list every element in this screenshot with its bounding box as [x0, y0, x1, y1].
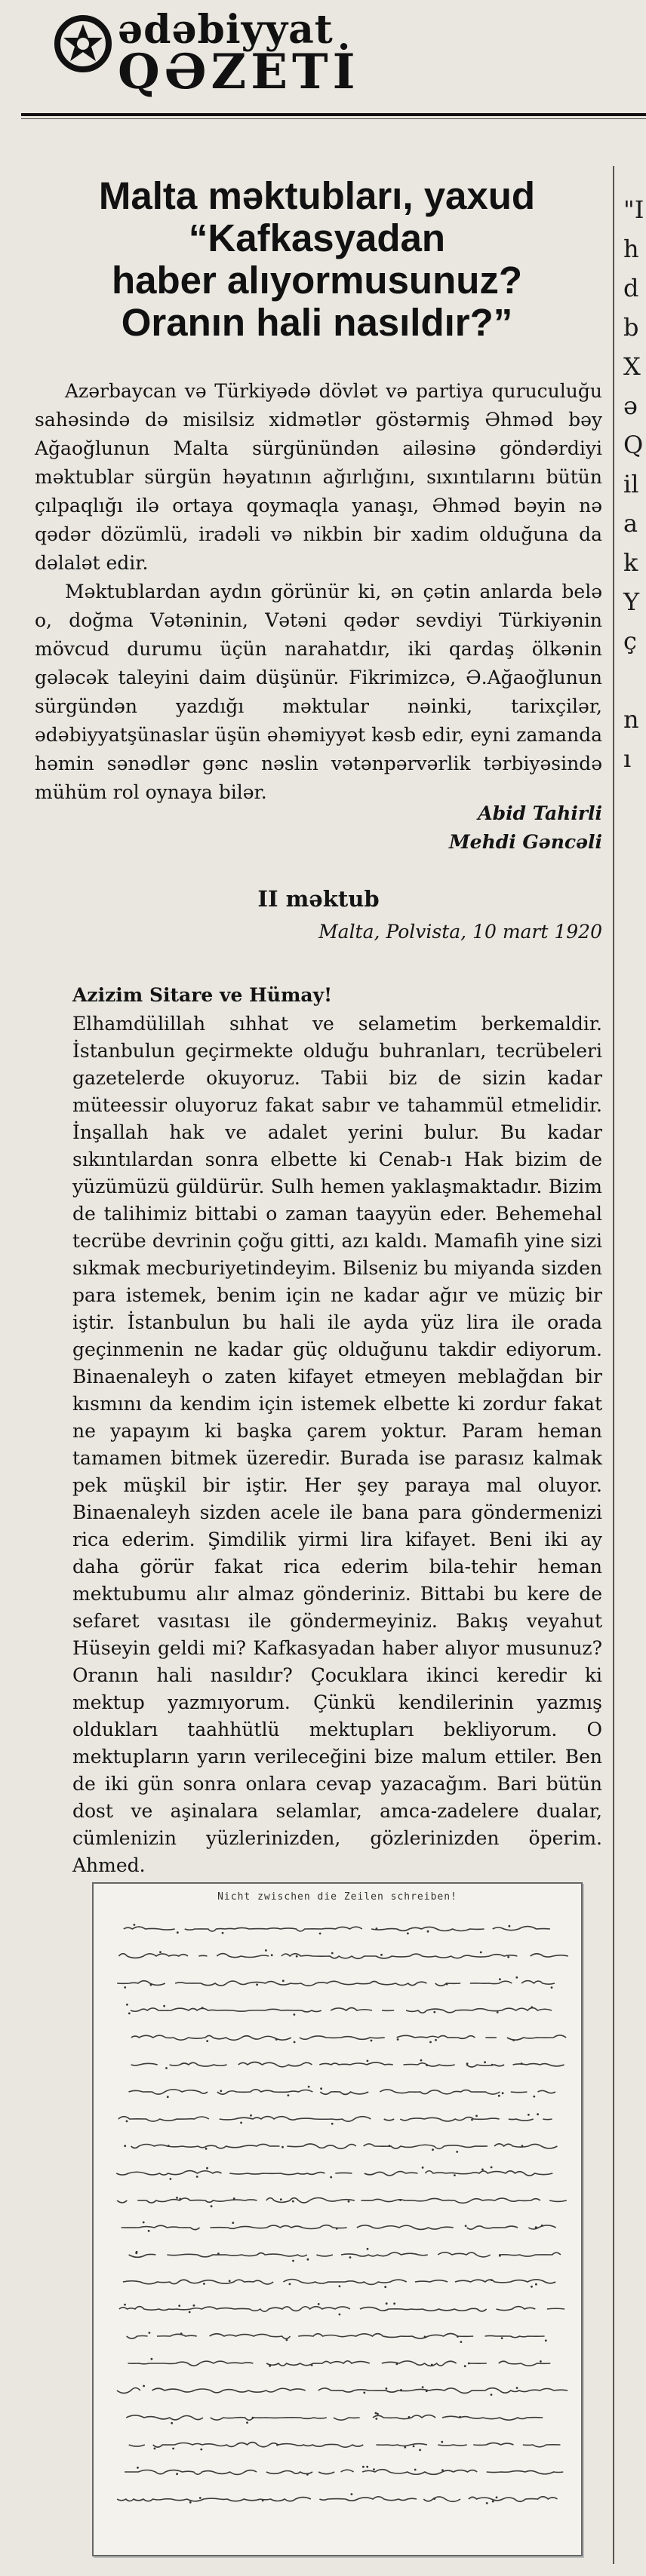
- handwriting-dot: [404, 2446, 406, 2449]
- handwriting-dot: [465, 2225, 467, 2227]
- handwriting-dot: [431, 2364, 433, 2366]
- handwriting-dot: [540, 2360, 542, 2363]
- handwriting-dot: [151, 2358, 153, 2360]
- handwriting-line: [119, 2307, 564, 2312]
- handwriting-dot: [454, 2174, 456, 2176]
- side-column-letter: ç: [623, 627, 637, 655]
- handwriting-dot: [484, 2061, 486, 2063]
- handwriting-dot: [441, 2441, 443, 2443]
- headline-line: Oranın hali nasıldır?”: [121, 301, 513, 344]
- handwriting-dot: [399, 2199, 401, 2201]
- handwriting-dot: [165, 2067, 168, 2069]
- handwriting-dot: [377, 2413, 379, 2415]
- handwriting-dot: [492, 2501, 494, 2503]
- handwriting-dot: [541, 2225, 543, 2227]
- handwriting-dot: [143, 2385, 145, 2387]
- handwriting-dot: [507, 1956, 509, 1958]
- handwriting-dot: [531, 2006, 533, 2008]
- side-column-letter: d: [623, 274, 639, 302]
- handwriting-dot: [211, 2205, 213, 2207]
- handwriting-dot: [349, 2256, 352, 2259]
- handwriting-line: [124, 1927, 564, 1932]
- side-column-letter: X: [623, 352, 641, 381]
- handwriting-dot: [426, 2064, 428, 2066]
- handwriting-dot: [427, 1930, 429, 1933]
- intro-paragraph: Azərbaycan və Türkiyədə dövlət və partiya quruculuğu sahəsində də misilsiz xidmətlər göstərmiş Əhməd bəy Ağaoğlunun Malta sürgünündən ailəsinə göndərdiyi məktublar sürgün həyatının ağırlığını, sıxıntılarını bütün çılpaqlığı ilə ortaya qoymaqla yanaşı, Əhməd bəyin nə qədər dözümlü, iradəli və nikbin bir xadim olduğuna da dəlalət edir.: [35, 380, 602, 574]
- handwriting-line: [118, 2117, 558, 2122]
- handwriting-dot: [491, 2394, 493, 2396]
- handwriting-dot: [389, 2145, 391, 2147]
- handwriting-dot: [468, 2363, 470, 2365]
- handwriting-dot: [339, 2314, 341, 2316]
- handwriting-line: [116, 2171, 552, 2176]
- handwriting-dot: [366, 2466, 368, 2468]
- masthead: [53, 6, 370, 104]
- handwriting-dot: [521, 2062, 523, 2065]
- handwriting-dot: [400, 2389, 402, 2391]
- handwriting-dot: [206, 2167, 208, 2170]
- handwriting-dot: [271, 1954, 273, 1956]
- handwriting-dot: [206, 2040, 208, 2042]
- handwriting-dot: [512, 2039, 515, 2041]
- handwriting-dot: [457, 2335, 459, 2338]
- handwriting-dot: [498, 2095, 500, 2097]
- handwriting-dot: [466, 2062, 469, 2065]
- handwriting-dot: [491, 2279, 493, 2281]
- article-headline: [30, 175, 604, 344]
- handwriting-dot: [367, 2248, 369, 2250]
- handwriting-dot: [170, 2178, 172, 2180]
- handwriting-dot: [200, 2449, 202, 2451]
- handwriting-dot: [433, 2498, 435, 2500]
- handwriting-line: [128, 2361, 558, 2366]
- handwriting-line: [127, 2334, 545, 2339]
- handwriting-dot: [441, 2469, 444, 2471]
- handwriting-dot: [475, 2115, 478, 2118]
- handwriting-dot: [252, 2417, 254, 2419]
- handwriting-dot: [331, 2123, 334, 2125]
- handwriting-dot: [386, 2387, 388, 2390]
- handwriting-dot: [373, 2468, 375, 2470]
- handwriting-line: [131, 2144, 558, 2149]
- side-column-letter: k: [623, 548, 638, 577]
- handwriting-dot: [393, 2302, 395, 2305]
- handwriting-dot: [180, 2332, 183, 2335]
- handwriting-dot: [137, 2467, 139, 2469]
- handwriting-dot: [171, 2422, 173, 2424]
- handwriting-dot: [537, 2113, 539, 2115]
- side-column-letter: [623, 661, 646, 700]
- handwriting-dot: [178, 2305, 180, 2307]
- handwriting-dot: [435, 2039, 437, 2041]
- handwriting-dot: [124, 1986, 126, 1989]
- handwriting-dot: [491, 2064, 494, 2066]
- handwriting-dot: [307, 2259, 309, 2261]
- handwriting-dot: [380, 1954, 383, 1956]
- handwriting-dot: [177, 1931, 179, 1934]
- handwriting-dot: [384, 2286, 386, 2288]
- handwriting-dot: [288, 2094, 290, 2096]
- handwriting-dot: [330, 2176, 332, 2179]
- handwriting-dot: [459, 2416, 461, 2418]
- side-column-letter: b: [623, 313, 639, 342]
- masthead-line-2: QƏZETİ: [118, 44, 360, 100]
- manuscript-photo: [92, 1882, 583, 2556]
- handwriting-dot: [386, 2302, 388, 2305]
- manuscript-header: Nicht zwischen die Zeilen schreiben!: [217, 1891, 457, 1903]
- handwriting-dot: [250, 2114, 252, 2117]
- adjacent-column-fragment: [623, 190, 646, 778]
- handwriting-line: [117, 1981, 555, 1986]
- handwriting-dot: [531, 2286, 533, 2288]
- handwriting-dot: [397, 2038, 399, 2041]
- handwriting-dot: [528, 2114, 530, 2116]
- handwriting-dot: [407, 1933, 409, 1935]
- handwriting-dot: [496, 2496, 498, 2498]
- handwriting-dot: [375, 2412, 377, 2415]
- handwriting-dot: [220, 2090, 222, 2092]
- handwriting-dot: [362, 2466, 365, 2468]
- handwriting-line: [125, 2470, 563, 2475]
- handwriting-dot: [167, 2096, 169, 2098]
- handwriting-dot: [551, 1986, 553, 1989]
- handwriting-dot: [460, 2341, 463, 2343]
- handwriting-dot: [535, 2283, 537, 2286]
- headline-line: Malta məktubları, yaxud: [98, 174, 536, 217]
- handwriting-dot: [222, 1932, 224, 1934]
- handwriting-dot: [486, 2502, 488, 2504]
- handwriting-dot: [481, 2169, 484, 2171]
- handwriting-dot: [281, 2146, 284, 2148]
- handwriting-dot: [339, 2285, 341, 2287]
- handwriting-line: [129, 2443, 574, 2448]
- author-name: Abid Tahirli: [478, 802, 602, 824]
- handwriting-dot: [286, 2339, 288, 2341]
- side-column-letter: ı: [623, 744, 632, 773]
- star-crescent-logo-icon: [53, 14, 113, 74]
- handwriting-dot: [429, 2041, 432, 2044]
- handwriting-dot: [124, 2145, 126, 2147]
- handwriting-dot: [189, 2501, 192, 2504]
- article-intro: [35, 377, 602, 807]
- handwriting-dot: [154, 2448, 156, 2450]
- handwriting-dot: [163, 2005, 165, 2007]
- side-column-letter: Q: [623, 431, 644, 459]
- handwriting-dot: [159, 1951, 162, 1953]
- handwriting-dot: [201, 2007, 204, 2009]
- handwriting-dot: [480, 1952, 482, 1954]
- headline-line: “Kafkasyadan: [188, 216, 446, 259]
- handwriting-dot: [246, 2421, 248, 2424]
- handwriting-dot: [331, 1952, 334, 1955]
- handwriting-scribbles: [94, 1884, 581, 2555]
- handwriting-dot: [422, 2167, 424, 2169]
- handwriting-dot: [367, 2060, 369, 2062]
- masthead-line-1: ədəbiyyat: [118, 7, 334, 53]
- handwriting-dot: [516, 2387, 518, 2389]
- handwriting-dot: [289, 2283, 291, 2286]
- handwriting-dot: [205, 2148, 208, 2150]
- handwriting-dot: [240, 2122, 242, 2124]
- handwriting-dot: [217, 2252, 220, 2255]
- handwriting-dot: [432, 2148, 434, 2151]
- masthead-rule-thin: [21, 118, 646, 119]
- handwriting-dot: [265, 1949, 267, 1952]
- handwriting-dot: [420, 2059, 423, 2062]
- handwriting-dot: [280, 2198, 282, 2200]
- handwriting-dot: [199, 2497, 201, 2499]
- handwriting-dot: [318, 2303, 320, 2305]
- handwriting-line: [117, 2198, 567, 2203]
- handwriting-dot: [124, 2304, 126, 2306]
- handwriting-dot: [269, 2365, 271, 2367]
- handwriting-dot: [294, 2013, 296, 2016]
- handwriting-dot: [203, 2283, 205, 2285]
- handwriting-dot: [148, 2230, 150, 2232]
- handwriting-dot: [311, 2364, 313, 2366]
- handwriting-dot: [413, 2446, 415, 2448]
- handwriting-dot: [499, 1978, 501, 1980]
- letter-title: II məktub: [257, 886, 380, 912]
- intro-paragraph: Məktublardan aydın görünür ki, ən çətin anlarda belə o, doğma Vətəninin, Vətəni qədər sevdiyi Türkiyənin mövcud durumu üçün narahatdır, iki qardaş ölkənin gələcək taleyini daim düşünür. Fikrimizcə, Ə.Ağaoğlunun sürgündən yazdığı məktular nəinki, tarixçilər, ədəbiyyatşünaslar üşün əhəmiyyət kəsb edir, eyni zamanda həmin sənədlər gənc nəslin vətənpərvərlik tərbiyəsində mühüm rol oynaya bilər.: [35, 581, 602, 803]
- handwriting-dot: [275, 2038, 278, 2041]
- handwriting-dot: [168, 2145, 170, 2147]
- handwriting-dot: [233, 2197, 235, 2200]
- handwriting-dot: [499, 2255, 501, 2257]
- handwriting-dot: [292, 2200, 294, 2203]
- handwriting-dot: [408, 2416, 411, 2418]
- handwriting-dot: [371, 2040, 373, 2042]
- letter-text: Elhamdülillah sıhhat ve selametim berkemaldir. İstanbulun geçirmekte olduğu buhranları, tecrübeleri gazetelerde okuyoruz. Tabii biz de sizin kadar müteessir oluyoruz fakat sabır ve tahammül etmelidir. İnşallah hak ve adalet yerini bulur. Bu kadar sıkıntılardan sonra elbette ki Cenab-ı Hak bizim de yüzümüzü güldürür. Sulh hemen yaklaşmaktadır. Bizim de talihimiz bittabi o zaman taayyün eder. Behemehal tecrübe devrinin çoğu gitti, azı kaldı. Mamafih yine sizi sıkmak mecburiyetindeyim. Bilseniz bu miyanda sizden para istemek, benim için ne kadar ağır ve müziç bir iştir. İstanbulun bu hali ile ayda yüz lira ile orada geçinmenin ne kadar güç olduğunu takdir ediyorum. Binaenaleyh o zaten kifayet etmeyen meblağdan bir kısmını da kendim için istemek elbette ki zordur fakat ne yapayım ki başka çarem yoktur. Param heman tamamen bitmek üzeredir. Burada ise parasız kalmak pek müşkil bir iştir. Her şey paraya mal oluyor. Binaenaleyh sizden acele ile bana para göndermenizi rica ederim. Şimdilik yirmi lira kifayet. Beni iki ay daha görür fakat rica ederim bila-tehir heman mektubumu alır almaz gönderiniz. Bittabi bu kere de sefaret vasıtası ile göndermeyiniz. Bakış veyahut Hüseyin geldi mi? Kafkasyadan haber alıyor musunuz? Oranın hali nasıldır? Çocuklara ikinci keredir ki mektup yazmıyorum. Çünkü kendilerinin yazmış oldukları taahhütlü mektupları bekliyorum. O mektupların yarın verileceğini bize malum ettiler. Ben de iki gün sonra onlara cevap yazacağım. Bari bütün dost ve aşinalara selamlar, amca-zadelere dualar, cümlenizin yüzlerinizden, gözlerinizden öperim. Ahmed.: [72, 1013, 602, 1876]
- handwriting-dot: [229, 2280, 231, 2282]
- handwriting-dot: [193, 2305, 195, 2307]
- side-column-letter: ə: [623, 391, 638, 420]
- handwriting-line: [131, 2062, 564, 2068]
- handwriting-dot: [262, 2500, 264, 2502]
- handwriting-line: [129, 2090, 556, 2095]
- handwriting-dot: [536, 2227, 538, 2229]
- handwriting-dot: [292, 2260, 294, 2262]
- handwriting-dot: [497, 2011, 499, 2013]
- handwriting-dot: [351, 2493, 353, 2495]
- letter-body: [72, 1010, 602, 1879]
- handwriting-line: [118, 1954, 568, 1959]
- handwriting-dot: [276, 2444, 278, 2446]
- handwriting-dot: [172, 2448, 174, 2450]
- headline-line: haber alıyormusunuz?: [111, 259, 523, 302]
- handwriting-dot: [515, 1976, 518, 1979]
- handwriting-dot: [464, 2365, 466, 2367]
- handwriting-dot: [422, 2386, 424, 2388]
- side-column-letter: "I: [623, 195, 644, 224]
- handwriting-dot: [424, 2335, 426, 2338]
- author-name: Mehdi Gəncəli: [449, 831, 602, 853]
- handwriting-dot: [128, 2013, 131, 2015]
- handwriting-dot: [306, 2473, 309, 2476]
- handwriting-dot: [363, 2392, 365, 2394]
- handwriting-line: [122, 2225, 568, 2230]
- handwriting-line: [129, 2252, 574, 2257]
- handwriting-dot: [456, 2151, 458, 2153]
- article-authors: [35, 799, 602, 857]
- handwriting-line: [131, 2008, 552, 2013]
- side-column-letter: h: [623, 235, 639, 263]
- handwriting-dot: [376, 1927, 378, 1930]
- handwriting-line: [117, 2497, 568, 2502]
- handwriting-dot: [149, 2332, 151, 2334]
- handwriting-dot: [196, 2176, 198, 2178]
- handwriting-dot: [502, 2092, 504, 2094]
- letter-dateline: Malta, Polvista, 10 mart 1920: [318, 921, 602, 943]
- side-column-letter: Y: [623, 587, 640, 616]
- handwriting-dot: [256, 1983, 258, 1986]
- handwriting-dot: [433, 2011, 435, 2013]
- handwriting-dot: [150, 1984, 152, 1986]
- handwriting-line: [131, 2035, 566, 2040]
- handwriting-dot: [176, 2197, 178, 2199]
- handwriting-dot: [134, 1924, 136, 1926]
- handwriting-dot: [282, 1980, 285, 1982]
- letter-salutation: Azizim Sitare ve Hümay!: [72, 984, 333, 1006]
- handwriting-dot: [294, 2041, 296, 2044]
- handwriting-dot: [143, 2222, 145, 2224]
- handwriting-dot: [296, 1955, 298, 1958]
- side-column-letter: a: [623, 509, 638, 538]
- handwriting-dot: [319, 1933, 321, 1935]
- handwriting-dot: [521, 2145, 524, 2147]
- side-column-letter: n: [623, 705, 639, 734]
- handwriting-line: [126, 2415, 552, 2421]
- handwriting-dot: [189, 2311, 191, 2314]
- handwriting-dot: [179, 2198, 181, 2200]
- side-column-letter: il: [623, 470, 639, 498]
- handwriting-dot: [414, 2469, 417, 2471]
- column-divider: [613, 166, 614, 2564]
- handwriting-dot: [308, 2086, 310, 2088]
- handwriting-dot: [491, 2167, 493, 2169]
- handwriting-dot: [126, 2004, 128, 2006]
- handwriting-dot: [509, 1925, 511, 1927]
- handwriting-dot: [396, 2363, 398, 2366]
- handwriting-dot: [320, 2087, 322, 2090]
- handwriting-dot: [545, 2339, 547, 2341]
- handwriting-dot: [126, 2121, 128, 2123]
- handwriting-dot: [501, 2337, 503, 2339]
- handwriting-line: [117, 2388, 568, 2394]
- handwriting-dot: [533, 2096, 535, 2098]
- handwriting-dot: [176, 2473, 178, 2475]
- handwriting-dot: [426, 2390, 428, 2392]
- handwriting-dot: [232, 2222, 234, 2224]
- handwriting-dot: [419, 2449, 421, 2452]
- handwriting-dot: [136, 2251, 138, 2253]
- handwriting-dot: [446, 1983, 448, 1986]
- masthead-rule: [21, 113, 646, 116]
- handwriting-dot: [375, 2418, 377, 2420]
- handwriting-dot: [471, 2119, 473, 2121]
- handwriting-dot: [336, 2228, 338, 2230]
- handwriting-dot: [348, 2200, 350, 2203]
